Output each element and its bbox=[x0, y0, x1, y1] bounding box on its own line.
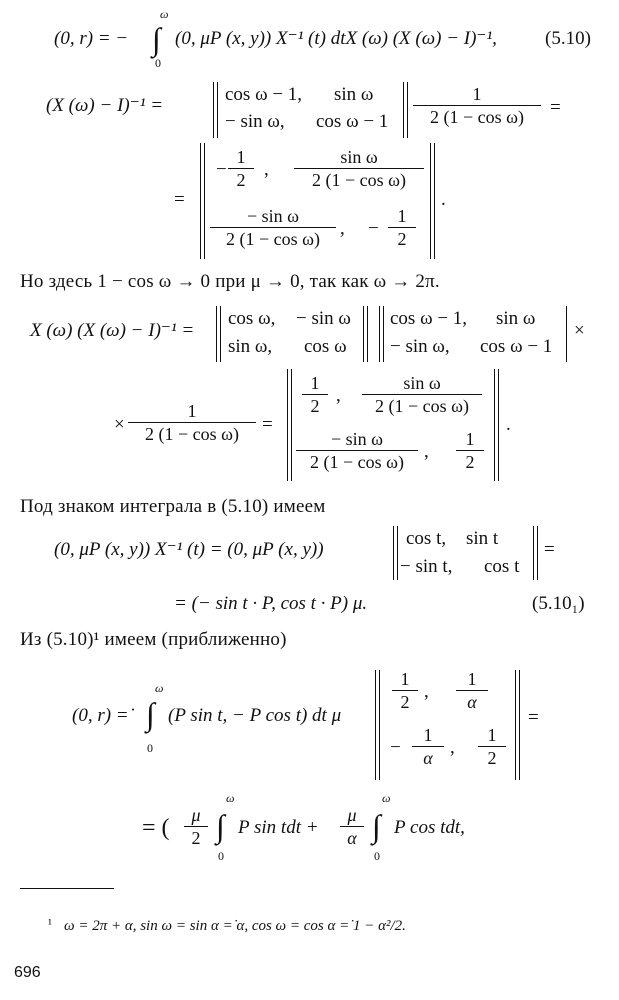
r12-den: 2 (1 − cos ω) bbox=[294, 168, 424, 191]
product-period: . bbox=[506, 414, 511, 435]
am22-fraction bbox=[478, 724, 506, 769]
eq510-lhs: (0, r) = − bbox=[54, 28, 129, 49]
am21-fraction bbox=[412, 724, 444, 769]
r11-den: 2 bbox=[228, 168, 254, 191]
result-int1-lower: 0 bbox=[218, 849, 224, 863]
eq510-integral-sign: ∫ bbox=[152, 21, 161, 57]
r21-num: − sin ω bbox=[246, 206, 299, 226]
result-fraction-1 bbox=[184, 804, 208, 849]
footnote-rule bbox=[20, 888, 114, 889]
result-bar-right-1 bbox=[430, 143, 431, 259]
a-bar-right-2 bbox=[367, 306, 368, 362]
a11: cos ω, bbox=[228, 308, 276, 329]
r11-num: 1 bbox=[236, 147, 246, 167]
product-equals: = bbox=[262, 414, 273, 435]
approx-bar-right-2 bbox=[519, 670, 520, 780]
inverse-equals-2: = bbox=[174, 189, 185, 210]
am11-fraction bbox=[392, 668, 418, 713]
b11: cos ω − 1, bbox=[390, 308, 468, 329]
c-bar-right-2 bbox=[498, 369, 499, 481]
am12-fraction bbox=[456, 668, 488, 713]
c21-fraction bbox=[296, 428, 418, 473]
product-lhs: X (ω) (X (ω) − I)⁻¹ = bbox=[30, 320, 195, 341]
integrand-bar-right-1 bbox=[533, 526, 534, 580]
product-frac-num: 1 bbox=[187, 401, 197, 421]
c12-fraction bbox=[362, 372, 482, 417]
inverse-frac-num: 1 bbox=[472, 84, 482, 104]
integrand-lhs: (0, μP (x, y)) X⁻¹ (t) = (0, μP (x, y)) bbox=[54, 539, 324, 560]
c11-comma: , bbox=[336, 385, 341, 406]
result-lhs: = ( bbox=[142, 815, 170, 841]
result-f2-num: μ bbox=[347, 805, 357, 825]
eq510-number: (5.10) bbox=[545, 28, 591, 49]
r21-comma: , bbox=[340, 218, 345, 239]
am11-comma: , bbox=[424, 681, 429, 702]
approx-lhs: (0, r) =̇ bbox=[72, 705, 129, 726]
inverse-lhs: (X (ω) − I)⁻¹ = bbox=[46, 95, 164, 116]
result-int2-sign: ∫ bbox=[372, 808, 381, 844]
inverse-equals: = bbox=[550, 97, 561, 118]
a-bar-right-1 bbox=[363, 306, 364, 362]
c21-comma: , bbox=[424, 441, 429, 462]
r12-num: sin ω bbox=[340, 147, 378, 167]
a-bar-left-2 bbox=[220, 306, 221, 362]
product-times: × bbox=[574, 320, 585, 341]
am21-comma: , bbox=[450, 737, 455, 758]
footnote-mark: ¹ bbox=[48, 916, 52, 931]
integrand-m12: sin t bbox=[466, 528, 499, 549]
c21-den: 2 (1 − cos ω) bbox=[296, 450, 418, 473]
c-bar-right-1 bbox=[494, 369, 495, 481]
a22: cos ω bbox=[304, 336, 347, 357]
c22-num: 1 bbox=[465, 429, 475, 449]
product-frac-den: 2 (1 − cos ω) bbox=[128, 422, 256, 445]
am22-den: 2 bbox=[478, 746, 506, 769]
inverse-m11: cos ω − 1, bbox=[225, 84, 303, 105]
r11-fraction bbox=[228, 146, 254, 191]
integrand-equals: = bbox=[544, 539, 555, 560]
result-body-2: P cos tdt, bbox=[394, 817, 465, 838]
c11-den: 2 bbox=[302, 394, 328, 417]
text-line-1: Но здесь 1 − cos ω → 0 при μ → 0, так как ω → 2π. bbox=[20, 271, 440, 292]
result-int1-sign: ∫ bbox=[216, 808, 225, 844]
r21-fraction bbox=[210, 205, 336, 250]
result-int1-upper: ω bbox=[226, 791, 235, 805]
eq510-upper-limit: ω bbox=[160, 7, 169, 21]
integrand-m21: − sin t, bbox=[400, 556, 453, 577]
result-bar-left-1 bbox=[200, 143, 201, 259]
product-times-2: × bbox=[114, 414, 125, 435]
result-f2-den: α bbox=[340, 826, 364, 849]
b21: − sin ω, bbox=[390, 336, 450, 357]
c21-num: − sin ω bbox=[330, 429, 383, 449]
a21: sin ω, bbox=[228, 336, 273, 357]
page-number: 696 bbox=[14, 964, 41, 981]
am12-den: α bbox=[456, 690, 488, 713]
c22-den: 2 bbox=[456, 450, 484, 473]
integrand-m22: cos t bbox=[484, 556, 520, 577]
am21-num: 1 bbox=[423, 725, 433, 745]
eq510-rhs: (0, μP (x, y)) X⁻¹ (t) dtX (ω) (X (ω) − I)⁻¹, bbox=[175, 28, 497, 49]
approx-body: (P sin t, − P cos t) dt μ bbox=[168, 705, 342, 726]
integrand-bar-left-1 bbox=[393, 526, 394, 580]
c-bar-left-2 bbox=[291, 369, 292, 481]
approx-bar-right-1 bbox=[515, 670, 516, 780]
b22: cos ω − 1 bbox=[480, 336, 553, 357]
approx-bar-left-1 bbox=[375, 670, 376, 780]
r11-sign: − bbox=[216, 159, 227, 180]
r12-fraction bbox=[294, 146, 424, 191]
am21-sign: − bbox=[390, 737, 401, 758]
c-bar-left-1 bbox=[287, 369, 288, 481]
inverse-m22: cos ω − 1 bbox=[316, 111, 389, 132]
integrand-bar-left-2 bbox=[397, 526, 398, 580]
text-line-2: Под знаком интеграла в (5.10) имеем bbox=[20, 496, 326, 517]
am21-den: α bbox=[412, 746, 444, 769]
result-fraction-2 bbox=[340, 804, 364, 849]
r21-den: 2 (1 − cos ω) bbox=[210, 227, 336, 250]
inverse-bar-left-1 bbox=[213, 82, 214, 138]
a-bar-left-1 bbox=[216, 306, 217, 362]
inverse-period: . bbox=[441, 189, 446, 210]
inverse-m12: sin ω bbox=[334, 84, 374, 105]
c11-num: 1 bbox=[310, 373, 320, 393]
approx-equals: = bbox=[528, 707, 539, 728]
c12-den: 2 (1 − cos ω) bbox=[362, 394, 482, 417]
integrand-number: (5.10₁) bbox=[532, 593, 585, 614]
b-bar-left-2 bbox=[383, 306, 384, 362]
result-body-1: P sin tdt + bbox=[238, 817, 319, 838]
r22-fraction bbox=[388, 205, 416, 250]
am11-den: 2 bbox=[392, 690, 418, 713]
inverse-m21: − sin ω, bbox=[225, 111, 285, 132]
inverse-frac-den: 2 (1 − cos ω) bbox=[413, 105, 541, 128]
am12-num: 1 bbox=[467, 669, 477, 689]
r22-sign: − bbox=[368, 218, 379, 239]
r22-den: 2 bbox=[388, 227, 416, 250]
result-bar-left-2 bbox=[204, 143, 205, 259]
inverse-fraction bbox=[413, 83, 541, 128]
b-bar-right bbox=[566, 306, 567, 362]
integrand-m11: cos t, bbox=[406, 528, 447, 549]
c11-fraction bbox=[302, 372, 328, 417]
result-int2-upper: ω bbox=[382, 791, 391, 805]
integrand-bar-right-2 bbox=[537, 526, 538, 580]
b12: sin ω bbox=[496, 308, 536, 329]
result-f1-den: 2 bbox=[184, 826, 208, 849]
eq510-lower-limit: 0 bbox=[155, 56, 161, 70]
product-fraction bbox=[128, 400, 256, 445]
am11-num: 1 bbox=[400, 669, 410, 689]
approx-bar-left-2 bbox=[379, 670, 380, 780]
approx-lower-limit: 0 bbox=[147, 741, 153, 755]
inverse-bar-right-2 bbox=[407, 82, 408, 138]
r11-comma: , bbox=[264, 159, 269, 180]
result-f1-num: μ bbox=[191, 805, 201, 825]
result-bar-right-2 bbox=[434, 143, 435, 259]
text-line-3: Из (5.10)¹ имеем (приближенно) bbox=[20, 629, 287, 650]
result-int2-lower: 0 bbox=[374, 849, 380, 863]
c12-num: sin ω bbox=[403, 373, 441, 393]
inverse-bar-left-2 bbox=[217, 82, 218, 138]
footnote-text: ω = 2π + α, sin ω = sin α =̇ α, cos ω = cos α =̇ 1 − α²/2. bbox=[64, 918, 406, 934]
c22-fraction bbox=[456, 428, 484, 473]
am22-num: 1 bbox=[487, 725, 497, 745]
inverse-bar-right-1 bbox=[403, 82, 404, 138]
a12: − sin ω bbox=[296, 308, 351, 329]
b-bar-left-1 bbox=[379, 306, 380, 362]
approx-upper-limit: ω bbox=[155, 681, 164, 695]
integrand-result: = (− sin t · P, cos t · P) μ. bbox=[174, 593, 368, 614]
r22-num: 1 bbox=[397, 206, 407, 226]
approx-integral-sign: ∫ bbox=[146, 696, 155, 732]
